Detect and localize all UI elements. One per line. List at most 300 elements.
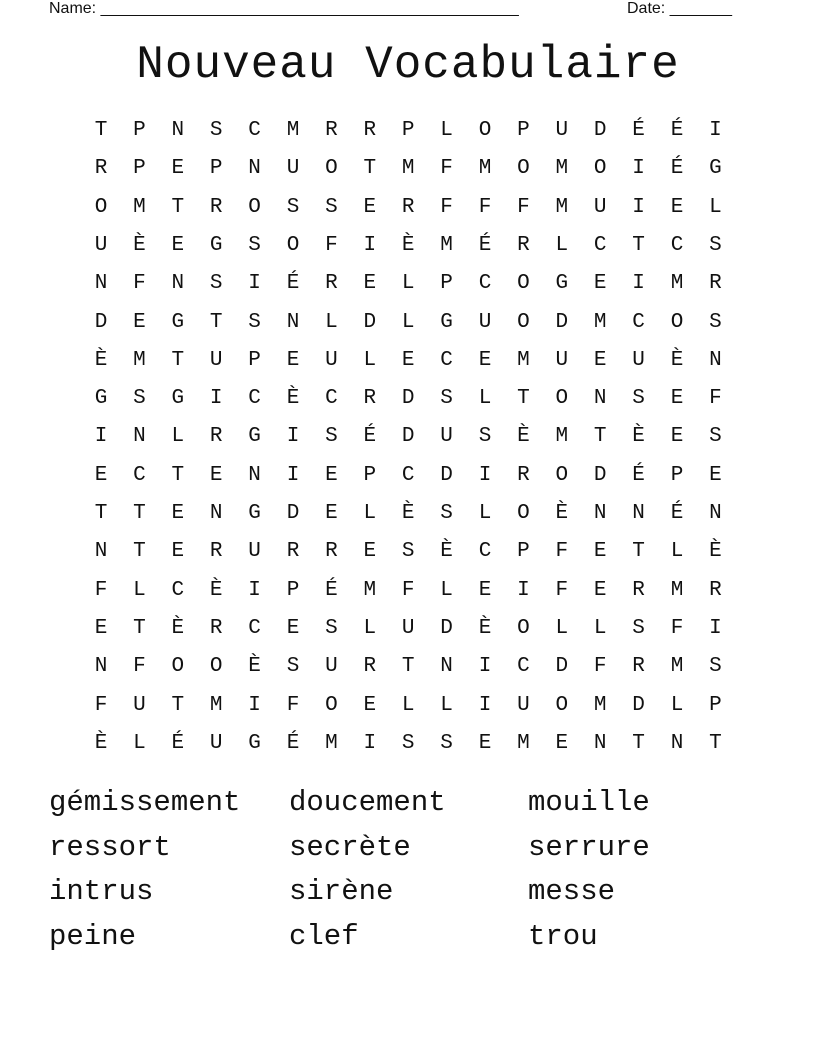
grid-letter: R <box>209 195 223 219</box>
grid-letter: R <box>363 387 377 411</box>
grid-letter: U <box>94 233 108 257</box>
grid-letter: C <box>593 233 607 257</box>
grid-letter: M <box>133 348 146 372</box>
grid-row <box>82 227 734 265</box>
grid-letter: O <box>593 157 607 181</box>
grid-letter: L <box>555 616 569 640</box>
grid-letter: O <box>209 655 223 679</box>
grid-letter: G <box>248 502 261 525</box>
grid-letter: É <box>363 425 377 449</box>
grid-letter: R <box>709 272 722 296</box>
grid-letter: M <box>401 157 415 181</box>
grid-letter: S <box>709 233 722 257</box>
grid-letter: È <box>478 616 492 640</box>
grid-letter: È <box>94 348 108 372</box>
grid-row <box>82 304 734 342</box>
grid-letter: T <box>632 540 645 564</box>
grid-letter: I <box>632 272 645 296</box>
grid-letter: D <box>593 119 607 142</box>
grid-letter: N <box>133 425 146 449</box>
grid-letter: L <box>401 272 415 296</box>
grid-letter: N <box>593 387 607 411</box>
grid-letter: F <box>94 578 108 602</box>
grid-letter: R <box>94 157 108 181</box>
grid-letter: M <box>517 348 530 372</box>
grid-letter: L <box>478 387 492 411</box>
grid-letter: U <box>555 348 569 372</box>
grid-letter: R <box>632 578 645 602</box>
grid-letter: G <box>94 387 108 411</box>
grid-letter: R <box>209 616 223 640</box>
grid-letter: G <box>171 387 185 411</box>
grid-row <box>82 572 734 610</box>
grid-letter: S <box>632 387 645 411</box>
grid-letter: I <box>632 157 645 181</box>
grid-letter: M <box>670 578 684 602</box>
grid-letter: F <box>133 655 146 679</box>
grid-letter: E <box>286 348 300 372</box>
grid-letter: N <box>171 119 185 142</box>
grid-letter: T <box>171 195 185 219</box>
grid-letter: N <box>440 655 453 679</box>
grid-letter: T <box>133 616 146 640</box>
grid-letter: I <box>248 272 261 296</box>
grid-letter: I <box>478 693 492 717</box>
word-list-item: serrure <box>528 831 650 864</box>
grid-letter: C <box>478 540 492 564</box>
grid-letter: É <box>286 731 300 755</box>
grid-letter: I <box>248 578 261 602</box>
grid-letter: N <box>94 540 108 564</box>
grid-letter: L <box>555 233 569 257</box>
grid-letter: M <box>670 272 684 296</box>
grid-letter: È <box>709 540 722 564</box>
grid-letter: E <box>709 463 722 487</box>
grid-letter: D <box>555 310 569 334</box>
grid-letter: P <box>709 693 722 717</box>
grid-letter: L <box>709 195 722 219</box>
grid-letter: R <box>325 540 338 564</box>
grid-letter: L <box>363 502 377 525</box>
grid-letter: O <box>517 502 530 525</box>
grid-letter: T <box>133 502 146 525</box>
grid-letter: D <box>632 693 645 717</box>
grid-letter: L <box>440 693 453 717</box>
grid-letter: U <box>517 693 530 717</box>
grid-letter: S <box>209 272 223 296</box>
grid-letter: È <box>133 233 146 257</box>
word-list-item: clef <box>289 920 359 953</box>
grid-letter: T <box>632 731 645 755</box>
grid-letter: M <box>325 731 338 755</box>
grid-letter: R <box>209 540 223 564</box>
grid-letter: F <box>478 195 492 219</box>
grid-letter: S <box>401 540 415 564</box>
word-list-item: secrète <box>289 831 411 864</box>
date-field-label: Date: _______ <box>627 0 732 17</box>
grid-letter: L <box>593 616 607 640</box>
grid-letter: G <box>248 425 261 449</box>
grid-letter: T <box>593 425 607 449</box>
grid-letter: G <box>709 157 722 181</box>
grid-letter: C <box>517 655 530 679</box>
grid-letter: T <box>632 233 645 257</box>
grid-letter: N <box>286 310 300 334</box>
grid-letter: I <box>209 387 223 411</box>
grid-letter: M <box>555 195 569 219</box>
grid-letter: P <box>363 463 377 487</box>
grid-letter: E <box>363 693 377 717</box>
grid-letter: L <box>478 502 492 525</box>
grid-letter: O <box>670 310 684 334</box>
grid-letter: U <box>133 693 146 717</box>
grid-letter: S <box>709 655 722 679</box>
grid-letter: C <box>670 233 684 257</box>
grid-letter: È <box>171 616 185 640</box>
grid-letter: I <box>632 195 645 219</box>
grid-letter: T <box>401 655 415 679</box>
grid-letter: È <box>248 655 261 679</box>
grid-letter: E <box>401 348 415 372</box>
grid-letter: M <box>209 693 223 717</box>
grid-letter: L <box>440 119 453 142</box>
grid-letter: I <box>286 463 300 487</box>
grid-letter: O <box>325 157 338 181</box>
grid-letter: S <box>709 310 722 334</box>
grid-letter: S <box>248 310 261 334</box>
grid-letter: C <box>248 119 261 142</box>
grid-letter: M <box>670 655 684 679</box>
grid-letter: T <box>133 540 146 564</box>
grid-letter: F <box>325 233 338 257</box>
grid-letter: S <box>401 731 415 755</box>
word-list-item: trou <box>528 920 598 953</box>
grid-letter: O <box>517 272 530 296</box>
grid-letter: D <box>363 310 377 334</box>
grid-letter: R <box>325 272 338 296</box>
grid-letter: E <box>670 387 684 411</box>
grid-letter: S <box>325 616 338 640</box>
grid-letter: C <box>632 310 645 334</box>
grid-letter: E <box>593 578 607 602</box>
grid-letter: E <box>325 463 338 487</box>
grid-letter: L <box>401 310 415 334</box>
grid-letter: E <box>363 195 377 219</box>
grid-letter: L <box>133 731 146 755</box>
grid-letter: I <box>478 463 492 487</box>
grid-letter: M <box>363 578 377 602</box>
grid-letter: R <box>363 119 377 142</box>
grid-letter: I <box>286 425 300 449</box>
grid-letter: R <box>709 578 722 602</box>
grid-letter: F <box>555 540 569 564</box>
grid-letter: R <box>517 233 530 257</box>
grid-letter: E <box>363 272 377 296</box>
grid-letter: S <box>709 425 722 449</box>
grid-letter: E <box>593 348 607 372</box>
grid-letter: N <box>593 502 607 525</box>
grid-letter: É <box>670 502 684 525</box>
grid-letter: R <box>363 655 377 679</box>
name-field-label: Name: _______________________________________________ <box>49 0 519 17</box>
grid-letter: E <box>478 348 492 372</box>
grid-letter: M <box>555 425 569 449</box>
grid-row <box>82 342 734 380</box>
grid-letter: P <box>517 540 530 564</box>
grid-letter: E <box>171 233 185 257</box>
grid-row <box>82 610 734 648</box>
grid-letter: L <box>401 693 415 717</box>
grid-letter: E <box>133 310 146 334</box>
grid-letter: T <box>171 348 185 372</box>
grid-letter: L <box>171 425 185 449</box>
grid-letter: S <box>248 233 261 257</box>
grid-letter: F <box>440 195 453 219</box>
grid-letter: S <box>286 655 300 679</box>
grid-letter: D <box>401 425 415 449</box>
grid-row <box>82 648 734 686</box>
grid-letter: R <box>286 540 300 564</box>
grid-letter: G <box>171 310 185 334</box>
grid-letter: N <box>709 502 722 525</box>
grid-letter: P <box>133 157 146 181</box>
grid-letter: N <box>94 655 108 679</box>
grid-letter: O <box>555 693 569 717</box>
grid-letter: E <box>363 540 377 564</box>
grid-letter: O <box>248 195 261 219</box>
page-title: Nouveau Vocabulaire <box>136 39 680 91</box>
grid-letter: L <box>325 310 338 334</box>
grid-letter: T <box>209 310 223 334</box>
grid-letter: R <box>325 119 338 142</box>
word-list <box>49 783 769 963</box>
grid-row <box>82 380 734 418</box>
grid-letter: O <box>517 310 530 334</box>
grid-letter: G <box>209 233 223 257</box>
grid-letter: I <box>248 693 261 717</box>
grid-letter: I <box>94 425 108 449</box>
grid-letter: I <box>478 655 492 679</box>
grid-letter: C <box>248 387 261 411</box>
grid-letter: S <box>133 387 146 411</box>
grid-letter: I <box>709 119 722 142</box>
grid-letter: È <box>440 540 453 564</box>
grid-letter: P <box>209 157 223 181</box>
grid-letter: O <box>555 387 569 411</box>
grid-letter: R <box>209 425 223 449</box>
grid-letter: U <box>325 348 338 372</box>
grid-letter: È <box>555 502 569 525</box>
grid-letter: È <box>401 233 415 257</box>
grid-letter: S <box>286 195 300 219</box>
grid-letter: C <box>133 463 146 487</box>
grid-letter: G <box>555 272 569 296</box>
grid-letter: N <box>632 502 645 525</box>
grid-letter: P <box>248 348 261 372</box>
grid-letter: E <box>593 272 607 296</box>
word-search-grid <box>82 112 734 762</box>
grid-letter: É <box>325 578 338 602</box>
grid-letter: P <box>670 463 684 487</box>
grid-letter: M <box>593 693 607 717</box>
grid-letter: F <box>440 157 453 181</box>
grid-letter: R <box>632 655 645 679</box>
grid-letter: N <box>171 272 185 296</box>
grid-letter: D <box>286 502 300 525</box>
grid-letter: R <box>401 195 415 219</box>
grid-letter: O <box>555 463 569 487</box>
grid-letter: È <box>94 731 108 755</box>
grid-letter: O <box>94 195 108 219</box>
grid-letter: E <box>171 540 185 564</box>
grid-letter: N <box>670 731 684 755</box>
grid-row <box>82 189 734 227</box>
grid-letter: É <box>670 157 684 181</box>
grid-letter: O <box>171 655 185 679</box>
grid-letter: S <box>632 616 645 640</box>
grid-letter: É <box>632 119 645 142</box>
grid-letter: E <box>670 425 684 449</box>
grid-letter: D <box>94 310 108 334</box>
grid-letter: N <box>209 502 223 525</box>
grid-letter: G <box>248 731 261 755</box>
grid-letter: N <box>94 272 108 296</box>
grid-row <box>82 418 734 456</box>
grid-letter: N <box>248 463 261 487</box>
grid-letter: E <box>209 463 223 487</box>
word-list-item: sirène <box>289 875 394 908</box>
grid-letter: T <box>517 387 530 411</box>
word-list-item: ressort <box>49 831 171 864</box>
word-list-item: doucement <box>289 786 446 819</box>
grid-letter: U <box>632 348 645 372</box>
grid-letter: D <box>593 463 607 487</box>
grid-letter: P <box>133 119 146 142</box>
grid-letter: F <box>709 387 722 411</box>
grid-letter: L <box>363 348 377 372</box>
grid-letter: I <box>517 578 530 602</box>
grid-letter: E <box>94 616 108 640</box>
grid-letter: I <box>363 233 377 257</box>
grid-row <box>82 112 734 150</box>
word-list-item: gémissement <box>49 786 241 819</box>
grid-letter: U <box>248 540 261 564</box>
grid-letter: P <box>517 119 530 142</box>
grid-letter: U <box>401 616 415 640</box>
grid-letter: P <box>401 119 415 142</box>
grid-letter: É <box>478 233 492 257</box>
grid-letter: U <box>209 731 223 755</box>
grid-letter: E <box>555 731 569 755</box>
grid-letter: M <box>593 310 607 334</box>
grid-letter: E <box>478 731 492 755</box>
word-list-item: peine <box>49 920 137 953</box>
grid-letter: P <box>440 272 453 296</box>
grid-letter: U <box>286 157 300 181</box>
grid-letter: É <box>171 731 185 755</box>
grid-letter: I <box>363 731 377 755</box>
grid-letter: S <box>440 731 453 755</box>
grid-letter: È <box>209 578 223 602</box>
grid-letter: U <box>478 310 492 334</box>
grid-letter: E <box>94 463 108 487</box>
grid-letter: R <box>517 463 530 487</box>
grid-letter: F <box>401 578 415 602</box>
grid-letter: M <box>555 157 569 181</box>
grid-letter: N <box>709 348 722 372</box>
grid-letter: D <box>555 655 569 679</box>
grid-row <box>82 533 734 571</box>
grid-row <box>82 687 734 725</box>
grid-letter: È <box>286 387 300 411</box>
grid-row <box>82 495 734 533</box>
grid-letter: F <box>593 655 607 679</box>
word-list-item: intrus <box>49 875 154 908</box>
grid-letter: N <box>593 731 607 755</box>
grid-letter: N <box>248 157 261 181</box>
grid-letter: C <box>440 348 453 372</box>
word-list-item: mouille <box>528 786 650 819</box>
grid-letter: F <box>286 693 300 717</box>
grid-letter: S <box>440 387 453 411</box>
word-list-item: messe <box>528 875 616 908</box>
grid-letter: È <box>517 425 530 449</box>
grid-letter: I <box>709 616 722 640</box>
grid-letter: C <box>171 578 185 602</box>
grid-letter: U <box>440 425 453 449</box>
grid-letter: É <box>670 119 684 142</box>
grid-row <box>82 150 734 188</box>
grid-letter: T <box>363 157 377 181</box>
grid-letter: E <box>325 502 338 525</box>
grid-letter: T <box>94 119 108 142</box>
grid-letter: S <box>478 425 492 449</box>
grid-letter: T <box>171 463 185 487</box>
grid-letter: F <box>555 578 569 602</box>
grid-letter: L <box>133 578 146 602</box>
grid-letter: M <box>286 119 300 142</box>
grid-row <box>82 725 734 763</box>
grid-letter: T <box>709 731 722 755</box>
grid-letter: M <box>478 157 492 181</box>
grid-letter: F <box>133 272 146 296</box>
grid-letter: F <box>517 195 530 219</box>
grid-letter: S <box>325 425 338 449</box>
grid-letter: U <box>593 195 607 219</box>
grid-letter: D <box>440 463 453 487</box>
grid-letter: D <box>401 387 415 411</box>
grid-letter: T <box>171 693 185 717</box>
grid-letter: M <box>440 233 453 257</box>
grid-letter: O <box>286 233 300 257</box>
grid-letter: C <box>325 387 338 411</box>
grid-letter: S <box>440 502 453 525</box>
grid-letter: M <box>133 195 146 219</box>
grid-letter: F <box>670 616 684 640</box>
grid-letter: L <box>670 693 684 717</box>
grid-letter: É <box>286 272 300 296</box>
grid-letter: O <box>325 693 338 717</box>
grid-letter: L <box>440 578 453 602</box>
grid-letter: M <box>517 731 530 755</box>
grid-letter: S <box>209 119 223 142</box>
grid-letter: L <box>670 540 684 564</box>
grid-letter: U <box>209 348 223 372</box>
grid-letter: E <box>286 616 300 640</box>
grid-letter: E <box>171 157 185 181</box>
grid-letter: P <box>286 578 300 602</box>
grid-letter: È <box>670 348 684 372</box>
